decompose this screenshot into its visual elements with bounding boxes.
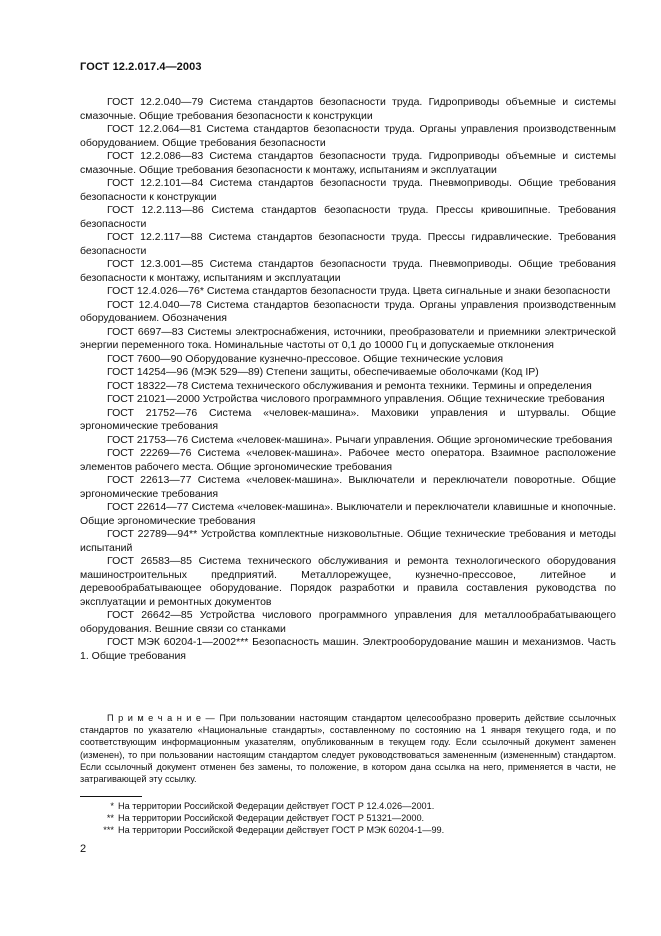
footnotes (80, 800, 616, 837)
footnote-item (80, 812, 616, 824)
reference-item: ГОСТ 12.4.026—76* Система стандартов безопасности труда. Цвета сигнальные и знаки безопасности (107, 285, 611, 297)
note-paragraph: П р и м е ч а н и е — При пользовании настоящим стандартом целесообразно проверить действие ссылочных стандартов по указателю «Национальные стандарты», составленному по состоянию на 1 января текущего года, и по соответствующим информационным указателям, опубликованным в текущем году. Если ссылочный документ заменен (изменен), то при пользовании настоящим стандартом следует руководствоваться замененным (измененным) стандартом. Если ссылочный документ отменен без замены, то положение, в котором дана ссылка на него, применяется в части, не затрагивающей эту ссылку. (80, 713, 616, 785)
footnote-text: На территории Российской Федерации действует ГОСТ Р 12.4.026—2001. (118, 801, 435, 811)
references-list (80, 96, 616, 663)
footnote-divider (80, 796, 142, 797)
reference-item: ГОСТ 12.2.101—84 Система стандартов безопасности труда. Пневмоприводы. Общие требования безопасности к конструкции (80, 177, 616, 203)
reference-item: ГОСТ 21753—76 Система «человек-машина». Рычаги управления. Общие эргономические требования (107, 433, 613, 446)
reference-item: ГОСТ 12.2.113—86 Система стандартов безопасности труда. Прессы кривошипные. Требования безопасности (80, 204, 616, 230)
footnote-item (80, 800, 616, 812)
reference-item: ГОСТ 21021—2000 Устройства числового программного управления. Общие технические требования (107, 393, 605, 405)
page-number: 2 (80, 843, 87, 855)
footnote-mark: *** (103, 825, 114, 836)
footnote-mark: ** (106, 813, 114, 824)
reference-item: ГОСТ 26642—85 Устройства числового программного управления для металлообрабатывающего оборудования. Вешние связи со станками (80, 609, 616, 635)
reference-item: ГОСТ 22614—77 Система «человек-машина». Выключатели и переключатели клавишные и кнопочные. Общие эргономические требования (80, 501, 616, 527)
page-header: ГОСТ 12.2.017.4—2003 (80, 61, 202, 73)
reference-item: ГОСТ 14254—96 (МЭК 529—89) Степени защиты, обеспечиваемые оболочками (Код IP) (107, 366, 539, 378)
reference-item: ГОСТ 12.2.086—83 Система стандартов безопасности труда. Гидроприводы объемные и системы смазочные. Общие требования безопасности к монтажу, испытаниям и эксплуатации (80, 150, 616, 176)
reference-item: ГОСТ 18322—78 Система технического обслуживания и ремонта техники. Термины и определения (107, 379, 592, 392)
reference-item: ГОСТ МЭК 60204-1—2002*** Безопасность машин. Электрооборудование машин и механизмов. Часть 1. Общие требования (80, 636, 616, 662)
footnote-mark: * (110, 801, 114, 811)
reference-item: ГОСТ 12.2.040—79 Система стандартов безопасности труда. Гидроприводы объемные и системы смазочные. Общие требования безопасности к конструкции (80, 96, 616, 122)
reference-item: ГОСТ 7600—90 Оборудование кузнечно-прессовое. Общие технические условия (107, 352, 504, 365)
footnote-text: На территории Российской Федерации действует ГОСТ Р 51321—2000. (118, 813, 425, 824)
reference-item: ГОСТ 12.3.001—85 Система стандартов безопасности труда. Пневмоприводы. Общие требования безопасности к монтажу, испытаниям и эксплуатации (80, 258, 616, 284)
reference-item: ГОСТ 22269—76 Система «человек-машина». Рабочее место оператора. Взаимное расположение элементов рабочего места. Общие эргономические требования (80, 447, 616, 473)
reference-item: ГОСТ 12.2.064—81 Система стандартов безопасности труда. Органы управления производственным оборудованием. Общие требования безопасности (80, 123, 616, 149)
reference-item: ГОСТ 21752—76 Система «человек-машина». Маховики управления и штурвалы. Общие эргономические требования (80, 406, 616, 432)
footnote-item (80, 824, 616, 836)
reference-item: ГОСТ 22613—77 Система «человек-машина». Выключатели и переключатели поворотные. Общие эргономические требования (80, 474, 616, 500)
footnote-text: На территории Российской Федерации действует ГОСТ Р МЭК 60204-1—99. (118, 825, 445, 836)
reference-item: ГОСТ 6697—83 Системы электроснабжения, источники, преобразователи и приемники электрической энергии переменного тока. Номинальные частоты от 0,1 до 10000 Гц и допускаемые отклонения (80, 325, 616, 351)
reference-item: ГОСТ 12.2.117—88 Система стандартов безопасности труда. Прессы гидравлические. Требования безопасности (80, 231, 616, 257)
reference-item: ГОСТ 12.4.040—78 Система стандартов безопасности труда. Органы управления производственным оборудованием. Обозначения (80, 298, 616, 324)
reference-item: ГОСТ 26583—85 Система технического обслуживания и ремонта технологического оборудования машиностроительных предприятий. Металлорежущее, кузнечно-прессовое, литейное и деревообрабатывающее оборудование. Порядок разработки и правила составления руководства по эксплуатации и ремонтных документов (80, 555, 616, 608)
reference-item: ГОСТ 22789—94** Устройства комплектные низковольтные. Общие технические требования и методы испытаний (80, 528, 616, 554)
